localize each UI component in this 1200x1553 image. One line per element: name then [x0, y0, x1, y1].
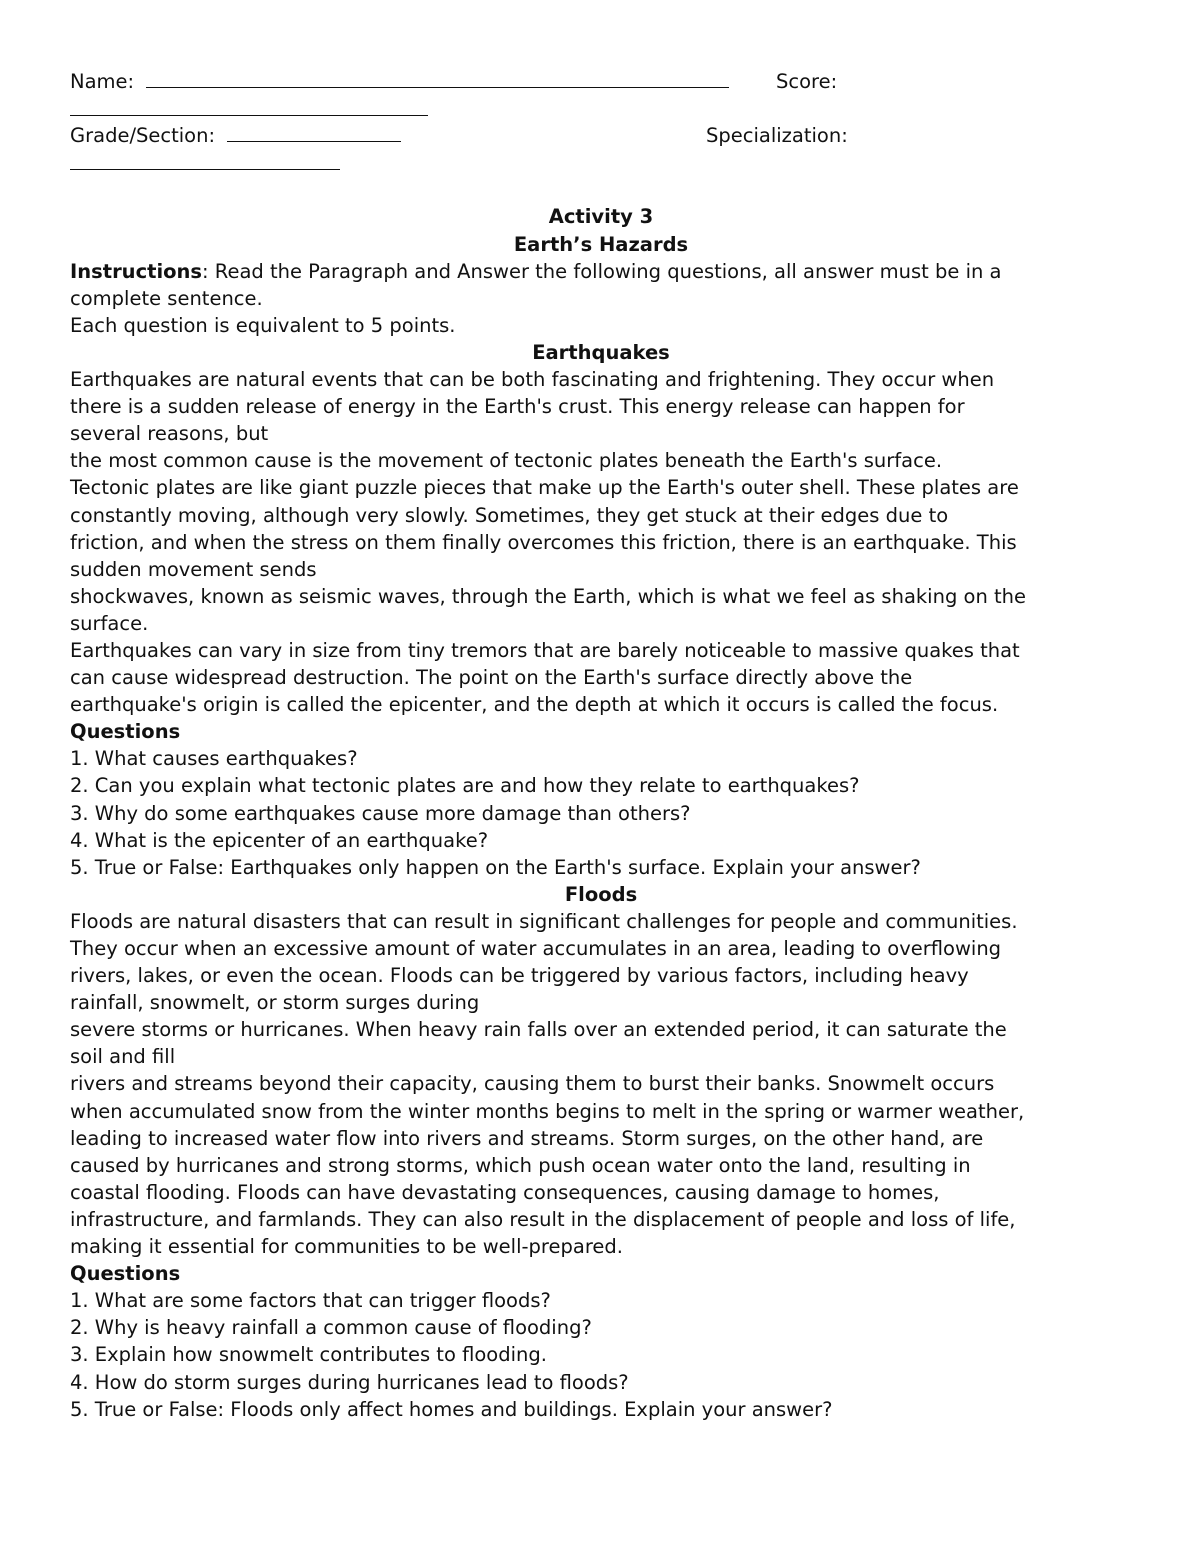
instructions-line	[70, 258, 1132, 285]
activity-title: Activity 3	[548, 205, 654, 229]
paragraph-line: Earthquakes can vary in size from tiny tremors that are barely noticeable to massive quakes that	[70, 638, 1020, 662]
paragraph-line: leading to increased water flow into rivers and streams. Storm surges, on the other hand, are	[70, 1126, 984, 1150]
floods-questions-heading: Questions	[70, 1262, 181, 1286]
paragraph-line: sudden movement sends	[70, 557, 317, 581]
instructions-text-cont: complete sentence.	[70, 286, 263, 310]
paragraph-line: infrastructure, and farmlands. They can also result in the displacement of people and loss of life,	[70, 1207, 1016, 1231]
paragraph-line: coastal flooding. Floods can have devastating consequences, causing damage to homes,	[70, 1180, 940, 1204]
paragraph-line: earthquake's origin is called the epicenter, and the depth at which it occurs is called the focus.	[70, 693, 999, 717]
score-label: Score:	[776, 70, 838, 93]
paragraph-line: shockwaves, known as seismic waves, through the Earth, which is what we feel as shaking on the	[70, 584, 1027, 608]
earthquakes-paragraph	[70, 366, 1132, 718]
question-item: 5. True or False: Floods only affect homes and buildings. Explain your answer?	[70, 1397, 833, 1421]
question-item: 1. What causes earthquakes?	[70, 747, 358, 771]
paragraph-line: caused by hurricanes and strong storms, which push ocean water onto the land, resulting in	[70, 1153, 971, 1177]
grade-section-label: Grade/Section:	[70, 124, 216, 148]
earthquakes-heading: Earthquakes	[532, 340, 670, 364]
question-item: 2. Can you explain what tectonic plates are and how they relate to earthquakes?	[70, 774, 860, 798]
floods-questions-list	[70, 1287, 1132, 1422]
instructions-points: Each question is equivalent to 5 points.	[70, 313, 456, 337]
grade-specialization-row	[70, 122, 1132, 149]
question-item: 4. How do storm surges during hurricanes lead to floods?	[70, 1370, 629, 1394]
question-item: 1. What are some factors that can trigger floods?	[70, 1289, 551, 1313]
name-label: Name:	[70, 70, 135, 93]
worksheet-page	[70, 68, 1132, 1423]
name-blank[interactable]	[146, 69, 729, 88]
paragraph-line: friction, and when the stress on them finally overcomes this friction, there is an earthquake. This	[70, 530, 1017, 554]
specialization-blank-row	[70, 149, 1132, 176]
paragraph-line: several reasons, but	[70, 422, 269, 446]
paragraph-line: the most common cause is the movement of tectonic plates beneath the Earth's surface.	[70, 449, 943, 473]
paragraph-line: rivers, lakes, or even the ocean. Floods can be triggered by various factors, including heavy	[70, 964, 969, 988]
question-item: 2. Why is heavy rainfall a common cause of flooding?	[70, 1316, 592, 1340]
paragraph-line: making it essential for communities to be well-prepared.	[70, 1235, 623, 1259]
paragraph-line: when accumulated snow from the winter months begins to melt in the spring or warmer weather,	[70, 1099, 1025, 1123]
paragraph-line: constantly moving, although very slowly. Sometimes, they get stuck at their edges due to	[70, 503, 949, 527]
score-blank[interactable]	[70, 97, 428, 116]
earthquakes-questions-heading: Questions	[70, 720, 181, 744]
paragraph-line: Earthquakes are natural events that can be both fascinating and frightening. They occur when	[70, 368, 995, 392]
question-item: 3. Explain how snowmelt contributes to flooding.	[70, 1343, 547, 1367]
earthquakes-questions-list	[70, 745, 1132, 880]
floods-paragraph	[70, 908, 1132, 1260]
instructions-label: Instructions	[70, 259, 203, 283]
paragraph-line: Tectonic plates are like giant puzzle pieces that make up the Earth's outer shell. These plates are	[70, 476, 1019, 500]
paragraph-line: surface.	[70, 611, 149, 635]
specialization-label: Specialization:	[706, 124, 848, 148]
paragraph-line: Floods are natural disasters that can result in significant challenges for people and communities.	[70, 909, 1018, 933]
paragraph-line: rainfall, snowmelt, or storm surges during	[70, 991, 480, 1015]
paragraph-line: there is a sudden release of energy in the Earth's crust. This energy release can happen for	[70, 395, 965, 419]
question-item: 4. What is the epicenter of an earthquake?	[70, 828, 489, 852]
paragraph-line: rivers and streams beyond their capacity, causing them to burst their banks. Snowmelt occurs	[70, 1072, 995, 1096]
grade-section-blank[interactable]	[227, 123, 401, 142]
instructions-text: : Read the Paragraph and Answer the following questions, all answer must be in a	[202, 259, 1002, 283]
paragraph-line: severe storms or hurricanes. When heavy rain falls over an extended period, it can saturate the	[70, 1018, 1007, 1042]
activity-subtitle: Earth’s Hazards	[513, 232, 689, 256]
specialization-blank[interactable]	[70, 151, 340, 170]
question-item: 3. Why do some earthquakes cause more damage than others?	[70, 801, 691, 825]
question-item: 5. True or False: Earthquakes only happen on the Earth's surface. Explain your answer?	[70, 855, 921, 879]
name-score-row	[70, 68, 1132, 95]
score-blank-row	[70, 95, 1132, 122]
paragraph-line: can cause widespread destruction. The point on the Earth's surface directly above the	[70, 666, 913, 690]
floods-heading: Floods	[564, 882, 638, 906]
paragraph-line: soil and fill	[70, 1045, 176, 1069]
paragraph-line: They occur when an excessive amount of water accumulates in an area, leading to overflowing	[70, 937, 1002, 960]
